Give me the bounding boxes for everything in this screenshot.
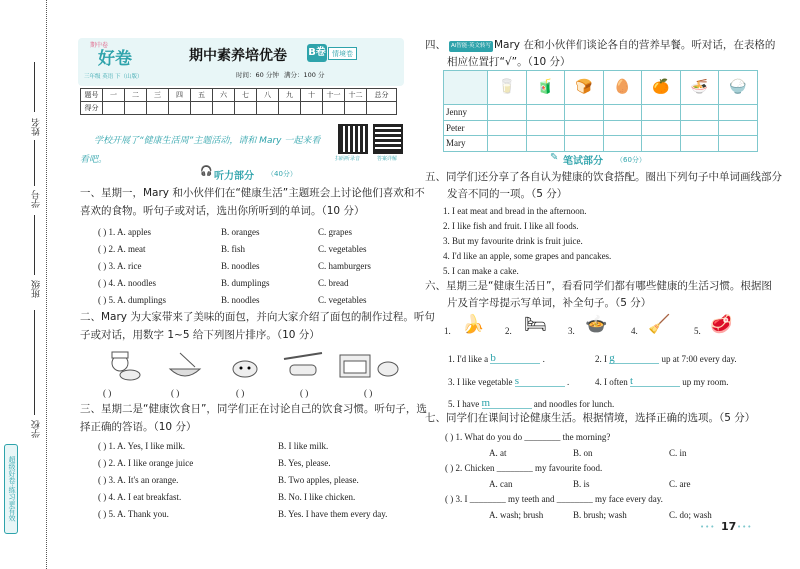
page-deco: ••• — [700, 523, 716, 531]
q2-answer-bracket[interactable]: ( ) — [300, 388, 309, 398]
egg-icon: 🥚 — [603, 71, 642, 105]
check-cell[interactable] — [680, 136, 719, 152]
check-cell[interactable] — [488, 120, 527, 136]
score-cell[interactable] — [323, 102, 345, 115]
q2-answer-bracket[interactable]: ( ) — [236, 388, 245, 398]
score-cell[interactable] — [169, 102, 191, 115]
score-header-cell: 题号 — [81, 89, 103, 102]
binder-strip — [0, 0, 62, 569]
bowl-icon — [170, 353, 200, 376]
brand-logo: 期中卷 好卷 三年级 英语 下（山版） — [84, 42, 143, 80]
q1-item[interactable]: ( ) 1. A. apples — [98, 227, 151, 237]
headphone-icon: 🎧 — [200, 166, 213, 177]
q3-option-b: B. Yes, please. — [278, 458, 331, 468]
binding-dotted-line — [46, 0, 47, 569]
q4-number: 四、 — [425, 39, 446, 51]
qr-code-icon[interactable] — [338, 124, 368, 154]
intro-line: 学校开展了“健康生活周”主题活动，请和 Mary 一起来看 — [94, 136, 321, 146]
q7-option-c: C. are — [669, 479, 691, 489]
q7-option-c: C. do; wash — [669, 510, 712, 520]
q6-title-line: 片及首字母提示写单词，补全句子。（5 分） — [447, 297, 652, 309]
breakfast-table — [443, 70, 758, 152]
q6-hint-letter: b — [490, 352, 496, 364]
q6-sentence-3[interactable]: 3. I like vegetable s . — [448, 375, 570, 387]
soup-icon: 🍲 — [585, 314, 608, 335]
check-cell[interactable] — [680, 120, 719, 136]
q3-title-line: 择正确的答语。（10 分） — [80, 421, 197, 433]
q6-hint-letter: g — [609, 352, 615, 364]
grade-text: 三年级 英语 下（山版） — [84, 74, 143, 80]
score-header-cell: 一 — [103, 89, 125, 102]
qr-caption: 答案详解 — [377, 156, 398, 162]
q4-title-line: 相应位置打“√”。（10 分） — [447, 56, 571, 68]
full-score: 满分：100 分 — [284, 71, 325, 79]
q1-option-b: B. noodles — [221, 295, 260, 305]
page-deco: ••• — [737, 523, 753, 531]
version-badge: B卷 — [307, 44, 327, 62]
check-cell[interactable] — [603, 120, 642, 136]
q3-item[interactable]: ( ) 2. A. I like orange juice — [98, 458, 194, 468]
q7-item[interactable]: ( ) 1. What do you do ________ the morning? — [445, 432, 611, 442]
q2-answer-bracket[interactable]: ( ) — [103, 388, 112, 398]
class-label: 班级 — [32, 280, 42, 298]
rice-bowl-icon: 🍚 — [719, 71, 758, 105]
q5-item[interactable]: 5. I can make a cake. — [443, 266, 519, 276]
q6-sentence-5[interactable]: 5. I have m and noodles for lunch. — [448, 397, 615, 409]
q1-item[interactable]: ( ) 5. A. dumplings — [98, 295, 167, 305]
corner-cell — [444, 71, 488, 105]
written-section-title: 笔试部分 — [563, 156, 603, 167]
q1-option-b: B. dumplings — [221, 278, 270, 288]
q1-item[interactable]: ( ) 2. A. meat — [98, 244, 146, 254]
q3-option-b: B. Two apples, please. — [278, 475, 359, 485]
meat-icon: 🥩 — [710, 314, 733, 335]
q5-item[interactable]: 4. I'd like an apple, some grapes and pancakes. — [443, 251, 612, 261]
q3-item[interactable]: ( ) 1. A. Yes, I like milk. — [98, 441, 186, 451]
check-cell[interactable] — [565, 120, 604, 136]
q7-option-b: B. brush; wash — [573, 510, 627, 520]
q1-option-c: C. hamburgers — [318, 261, 371, 271]
q3-item[interactable]: ( ) 3. A. It's an orange. — [98, 475, 179, 485]
q6-sentence-4[interactable]: 4. I often t up my room. — [595, 375, 729, 387]
score-header-cell: 三 — [147, 89, 169, 102]
q6-sentence-1[interactable]: 1. I'd like a b . — [448, 352, 545, 364]
dough-icon — [233, 361, 257, 377]
q1-item[interactable]: ( ) 3. A. rice — [98, 261, 142, 271]
check-cell[interactable] — [719, 105, 758, 121]
check-cell[interactable] — [642, 120, 681, 136]
q7-option-b: B. on — [573, 448, 593, 458]
q5-item[interactable]: 3. But my favourite drink is fruit juice. — [443, 236, 583, 246]
wake-up-icon: 🛏 — [524, 314, 547, 335]
baker-icon — [112, 352, 140, 380]
q1-option-c: C. bread — [318, 278, 349, 288]
sidebar-promo: 超级好卷·练习更有效 — [4, 444, 18, 534]
check-cell[interactable] — [603, 136, 642, 152]
name-cell: Peter — [444, 120, 488, 136]
q6-hint-letter: t — [630, 375, 634, 387]
q7-item[interactable]: ( ) 3. I ________ my teeth and ________ my face every day. — [445, 494, 663, 504]
score-header-cell: 十二 — [345, 89, 367, 102]
q7-option-b: B. is — [573, 479, 590, 489]
name-label: 姓名 — [32, 118, 42, 136]
q6-sentence-2[interactable]: 2. I g up at 7:00 every day. — [595, 352, 737, 364]
q6-hint-letter: m — [481, 397, 491, 409]
score-header-cell: 五 — [191, 89, 213, 102]
q5-title-line: 五、同学们还分享了各自认为健康的饮食搭配。圈出下列句子中单词画线部分 — [425, 171, 782, 183]
check-cell[interactable] — [642, 136, 681, 152]
class-line — [34, 215, 35, 275]
rolling-icon — [284, 353, 322, 375]
score-header-cell: 四 — [169, 89, 191, 102]
q1-title-line: 喜欢的食物。听句子或对话，选出你所听到的单词。（10 分） — [80, 205, 365, 217]
q2-answer-bracket[interactable]: ( ) — [171, 388, 180, 398]
score-cell[interactable] — [345, 102, 367, 115]
qr-caption: 扫码听录音 — [335, 156, 361, 162]
q3-title-line: 三、星期二是“健康饮食日”，同学们正在讨论自己的饮食习惯。听句子，选 — [80, 403, 427, 415]
listening-section-score: （40分） — [267, 170, 297, 178]
q2-answer-bracket[interactable]: ( ) — [364, 388, 373, 398]
check-cell[interactable] — [526, 136, 565, 152]
q6-pic-number: 1. — [444, 326, 451, 336]
score-cell[interactable] — [301, 102, 323, 115]
check-cell[interactable] — [719, 120, 758, 136]
q1-title-line: 一、星期一，Mary 和小伙伴们在“健康生活”主题班会上讨论他们喜欢和不 — [80, 187, 425, 199]
score-header-cell: 六 — [213, 89, 235, 102]
q3-option-b: B. Yes. I have them every day. — [278, 509, 388, 519]
logo-text: 好卷 — [98, 49, 132, 69]
situation-tag: 情境卷 — [328, 47, 357, 60]
score-cell[interactable] — [191, 102, 213, 115]
q2-title-line: 子或对话，用数字 1~5 给下列图片排序。（10 分） — [80, 329, 320, 341]
q1-item[interactable]: ( ) 4. A. noodles — [98, 278, 156, 288]
check-cell[interactable] — [565, 105, 604, 121]
written-section-score: （60分） — [616, 156, 646, 164]
q3-option-b: B. I like milk. — [278, 441, 329, 451]
student-number-line — [34, 140, 35, 186]
score-cell[interactable] — [213, 102, 235, 115]
name-cell: Mary — [444, 136, 488, 152]
intro-line: 看吧。 — [80, 155, 108, 165]
check-cell[interactable] — [526, 105, 565, 121]
name-line — [34, 62, 35, 112]
q5-title-line: 发音不同的一项。（5 分） — [447, 188, 568, 200]
q6-hint-letter: s — [514, 375, 520, 387]
score-cell[interactable] — [279, 102, 301, 115]
score-cell[interactable] — [103, 102, 125, 115]
check-cell[interactable] — [526, 120, 565, 136]
check-cell[interactable] — [565, 136, 604, 152]
orange-icon: 🍊 — [642, 71, 681, 105]
check-cell[interactable] — [488, 136, 527, 152]
bread-icon — [378, 362, 398, 376]
score-header-cell: 十一 — [323, 89, 345, 102]
name-cell: Jenny — [444, 105, 488, 121]
score-header-cell: 七 — [235, 89, 257, 102]
q4-title-line: Mary 在和小伙伴们谈论各自的营养早餐。听对话，在表格的 — [494, 39, 776, 51]
bread-steps-pictures — [100, 349, 400, 383]
school-line — [34, 310, 35, 415]
time-limit: 时间：60 分钟 — [236, 71, 279, 79]
score-cell[interactable] — [257, 102, 279, 115]
milk-icon: 🥛 — [488, 71, 527, 105]
q5-item[interactable]: 2. I like fish and fruit. I like all foods. — [443, 221, 579, 231]
school-label: 学校 — [32, 420, 42, 438]
score-table — [80, 88, 397, 115]
q5-item[interactable]: 1. I eat meat and bread in the afternoon. — [443, 206, 587, 216]
q7-item[interactable]: ( ) 2. Chicken ________ my favourite food. — [445, 463, 603, 473]
q3-option-b: B. No. I like chicken. — [278, 492, 356, 502]
noodles-icon: 🍜 — [680, 71, 719, 105]
q3-item[interactable]: ( ) 5. A. Thank you. — [98, 509, 169, 519]
q7-option-a: A. at — [489, 448, 507, 458]
check-cell[interactable] — [642, 105, 681, 121]
q6-pic-number: 3. — [568, 326, 575, 336]
q2-title-line: 二、Mary 为大家带来了美味的面包，并向大家介绍了面包的制作过程。听句 — [80, 311, 435, 323]
q7-option-a: A. wash; brush — [489, 510, 544, 520]
check-cell[interactable] — [719, 136, 758, 152]
score-header-cell: 九 — [279, 89, 301, 102]
tidy-room-icon: 🧹 — [648, 314, 671, 335]
score-cell[interactable] — [147, 102, 169, 115]
student-number-label: 学号 — [32, 190, 42, 208]
q1-option-b: B. noodles — [221, 261, 260, 271]
q1-option-b: B. oranges — [221, 227, 260, 237]
score-header-cell: 十 — [301, 89, 323, 102]
bread-icon: 🍞 — [565, 71, 604, 105]
page-number: 17 — [721, 520, 737, 533]
q1-option-b: B. fish — [221, 244, 246, 254]
score-cell[interactable] — [235, 102, 257, 115]
q7-option-c: C. in — [669, 448, 687, 458]
q6-pic-number: 5. — [694, 326, 701, 336]
check-cell[interactable] — [680, 105, 719, 121]
banana-icon: 🍌 — [462, 314, 485, 335]
check-cell[interactable] — [603, 105, 642, 121]
q1-option-c: C. vegetables — [318, 244, 367, 254]
juice-icon: 🧃 — [526, 71, 565, 105]
oven-icon — [340, 355, 370, 377]
check-cell[interactable] — [488, 105, 527, 121]
q6-title-line: 六、星期三是“健康生活日”，看看同学们都有哪些健康的生活习惯。根据图 — [425, 280, 772, 292]
score-header-cell: 八 — [257, 89, 279, 102]
q1-option-c: C. vegetables — [318, 295, 367, 305]
q7-title: 七、同学们在课间讨论健康生活。根据情境，选择正确的选项。（5 分） — [425, 412, 756, 424]
pencil-icon: ✎ — [550, 152, 559, 163]
q1-option-c: C. grapes — [318, 227, 352, 237]
q3-item[interactable]: ( ) 4. A. I eat breakfast. — [98, 492, 182, 502]
q6-pic-number: 4. — [631, 326, 638, 336]
score-cell[interactable] — [125, 102, 147, 115]
score-header-cell: 二 — [125, 89, 147, 102]
score-header-cell: 总分 — [367, 89, 397, 102]
q6-pic-number: 2. — [505, 326, 512, 336]
exam-title: 期中素养培优卷 — [189, 48, 287, 64]
ai-transcript-tag[interactable]: Ai智能·英文转写 — [449, 41, 493, 52]
q7-option-a: A. can — [489, 479, 513, 489]
score-row-label: 得分 — [81, 102, 103, 115]
listening-section-title: 听力部分 — [214, 171, 254, 182]
score-cell[interactable] — [367, 102, 397, 115]
qr-code-icon[interactable] — [373, 124, 403, 154]
